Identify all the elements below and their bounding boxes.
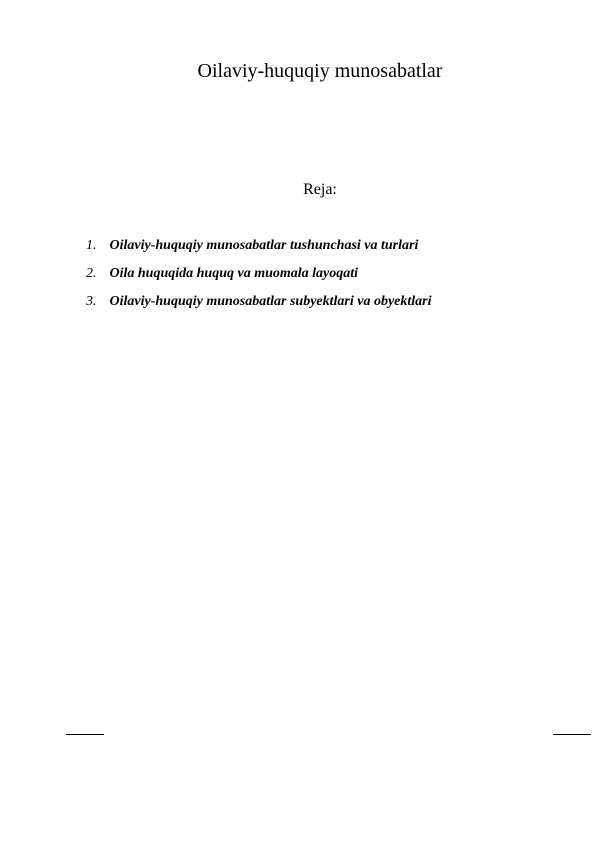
plan-item-number: 2. [86,266,97,281]
plan-item [86,260,432,288]
plan-item-text: Oilaviy-huquqiy munosabatlar tushunchasi va turlari [109,238,419,253]
plan-item-number: 1. [86,238,97,253]
footnote-rule-left [66,734,104,735]
footnote-rule-right [553,734,591,735]
plan-item [86,232,432,260]
plan-heading: Reja: [303,181,337,198]
plan-item-number: 3. [86,294,97,309]
plan-item-text: Oila huquqida huquq va muomala layoqati [109,266,359,281]
plan-list [86,232,432,316]
plan-item [86,288,432,316]
plan-item-text: Oilaviy-huquqiy munosabatlar subyektlari va obyektlari [109,294,432,309]
document-title: Oilaviy-huquqiy munosabatlar [197,60,443,82]
